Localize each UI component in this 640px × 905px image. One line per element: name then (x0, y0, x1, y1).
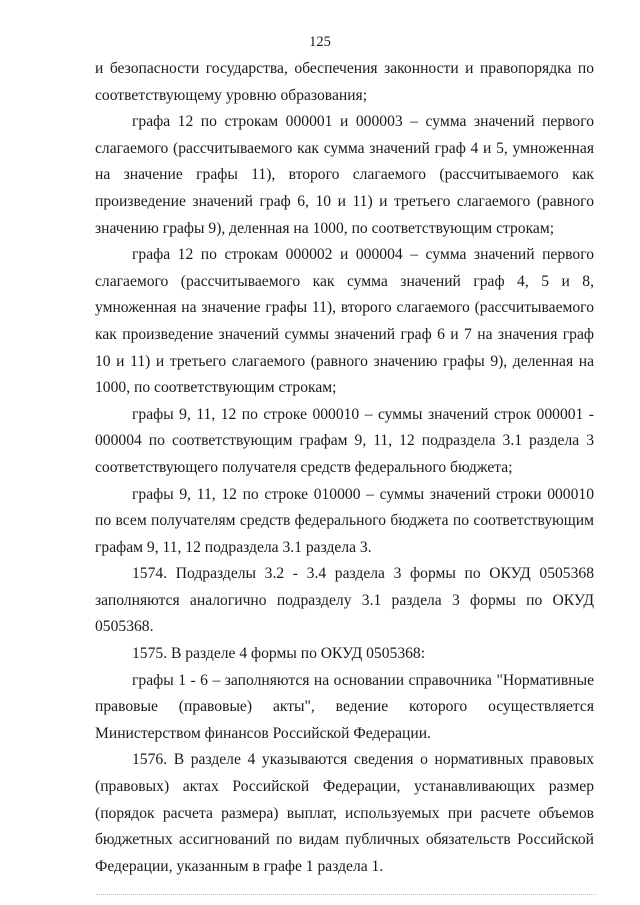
page-number: 125 (309, 34, 331, 50)
scan-edge-line (96, 894, 596, 895)
paragraph-grafa-12-rows-1-3: графа 12 по строкам 000001 и 000003 – сумма значений первого слагаемого (рассчитываемого как сумма значений граф 4 и 5, умноженная на значение графы 11), второго слагаемого (рассчитываемого как произведение значений граф 6, 10 и 11) и третьего слагаемого (равного значению графы 9), деленная на 1000, по соответствующим строкам; (95, 113, 594, 237)
paragraph-row-000010: графы 9, 11, 12 по строке 000010 – суммы значений строк 000001 - 000004 по соответствующим графам 9, 11, 12 подраздела 3.1 раздела 3 соответствующего получателя средств федерального бюджета; (95, 405, 594, 476)
paragraph-row-010000: графы 9, 11, 12 по строке 010000 – суммы значений строки 000010 по всем получателям средств федерального бюджета по соответствующим графам 9, 11, 12 подраздела 3.1 раздела 3. (95, 485, 594, 556)
paragraph-1576: 1576. В разделе 4 указываются сведения о нормативных правовых (правовых) актах Российской Федерации, устанавливающих размер (порядок расчета размера) выплат, используемых при расчете объемов бюджетных ассигнований по видам публичных обязательств Российской Федерации, указанным в графе 1 раздела 1. (95, 751, 594, 875)
paragraph-continuation: и безопасности государства, обеспечения законности и правопорядка по соответствующему уровню образования; (95, 60, 594, 104)
paragraph-grafy-1-6: графы 1 - 6 – заполняются на основании справочника "Нормативные правовые (правовые) акты", ведение которого осуществляется Министерством финансов Российской Федерации. (95, 671, 594, 742)
paragraph-grafa-12-rows-2-4: графа 12 по строкам 000002 и 000004 – сумма значений первого слагаемого (рассчитываемого как сумма значений граф 4, 5 и 8, умноженная на значение графы 11), второго слагаемого (рассчитываемого как произведение значений суммы значений граф 6 и 7 на значения граф 10 и 11) и третьего слагаемого (равного значению графы 9), деленная на 1000, по соответствующим строкам; (95, 246, 594, 397)
paragraph-1574: 1574. Подразделы 3.2 - 3.4 раздела 3 формы по ОКУД 0505368 заполняются аналогично подразделу 3.1 раздела 3 формы по ОКУД 0505368. (95, 565, 594, 636)
document-body (95, 56, 594, 880)
paragraph-1575: 1575. В разделе 4 формы по ОКУД 0505368: (132, 645, 426, 663)
